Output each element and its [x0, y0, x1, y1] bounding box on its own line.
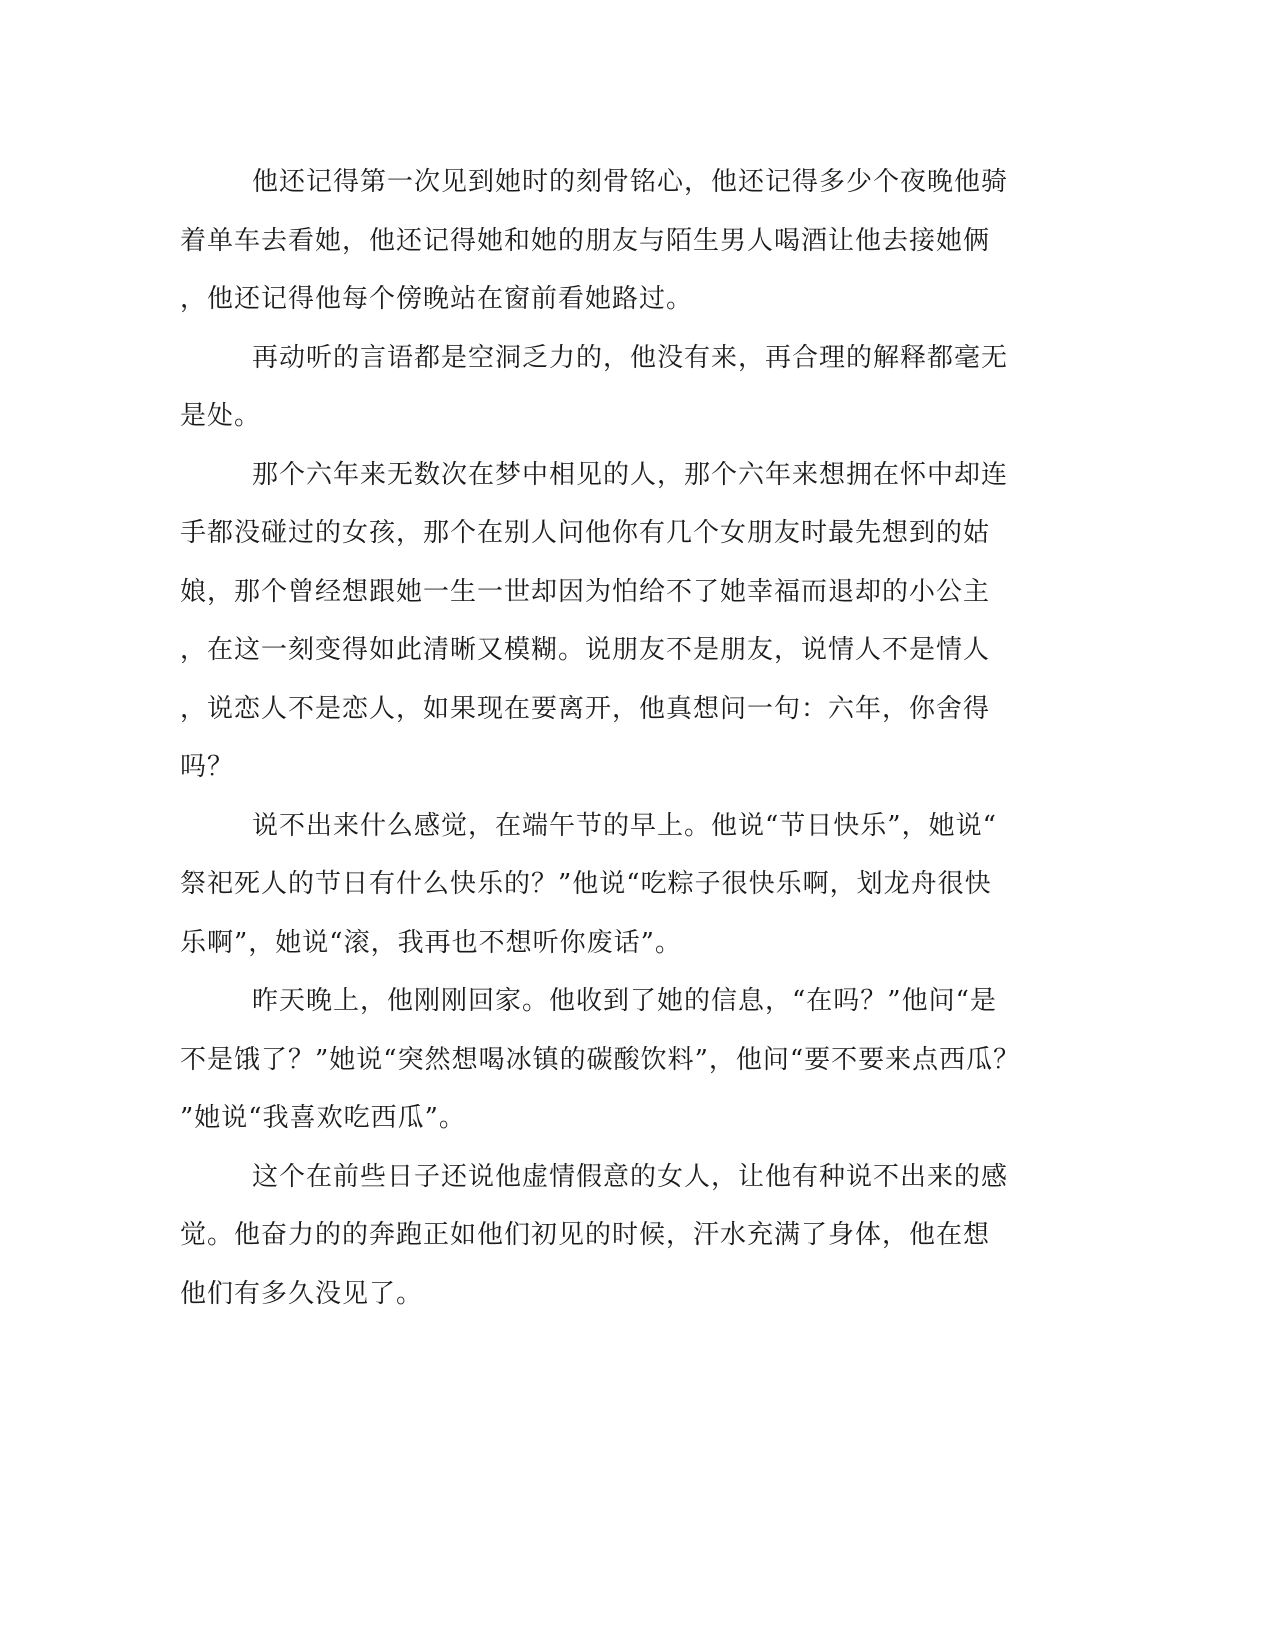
text-line: 说不出来什么感觉，在端午节的早上。他说“节日快乐”，她说“ — [252, 810, 997, 841]
text-line: 他还记得第一次见到她时的刻骨铭心，他还记得多少个夜晚他骑 — [252, 167, 1009, 197]
paragraph-4 — [180, 797, 1030, 973]
text-line: 昨天晚上，他刚刚回家。他收到了她的信息，“在吗？”他问“是 — [252, 986, 997, 1016]
text-line: 是处。 — [180, 401, 262, 431]
text-line: 手都没碰过的女孩，那个在别人问他你有几个女朋友时最先想到的姑 — [180, 518, 991, 548]
text-line: 乐啊”，她说“滚，我再也不想听你废话”。 — [180, 927, 682, 958]
paragraph-5 — [180, 972, 1030, 1148]
body-text — [180, 153, 1030, 1323]
text-line: ，说恋人不是恋人，如果现在要离开，他真想问一句：六年，你舍得 — [180, 693, 991, 724]
text-line: 他们有多久没见了。 — [180, 1278, 424, 1309]
paragraph-6 — [180, 1148, 1030, 1324]
text-line: ”她说“我喜欢吃西瓜”。 — [180, 1103, 466, 1133]
text-line: 这个在前些日子还说他虚情假意的女人，让他有种说不出来的感 — [252, 1161, 1009, 1192]
text-line: 再动听的言语都是空洞乏力的，他没有来，再合理的解释都毫无 — [252, 342, 1009, 373]
text-line: 着单车去看她，他还记得她和她的朋友与陌生男人喝酒让他去接她俩 — [180, 225, 991, 256]
paragraph-2 — [180, 329, 1030, 446]
text-line: 吗？ — [180, 752, 235, 782]
text-line: 觉。他奋力的的奔跑正如他们初见的时候，汗水充满了身体，他在想 — [180, 1220, 991, 1250]
text-line: 那个六年来无数次在梦中相见的人，那个六年来想拥在怀中却连 — [252, 459, 1009, 490]
paragraph-3 — [180, 446, 1030, 797]
paragraph-1 — [180, 153, 1030, 329]
text-line: 祭祀死人的节日有什么快乐的？”他说“吃粽子很快乐啊，划龙舟很快 — [180, 869, 992, 899]
text-line: ，他还记得他每个傍晚站在窗前看她路过。 — [180, 284, 694, 314]
text-line: 不是饿了？”她说“突然想喝冰镇的碳酸饮料”，他问“要不要来点西瓜？ — [180, 1044, 1021, 1075]
text-line: 娘，那个曾经想跟她一生一世却因为怕给不了她幸福而退却的小公主 — [180, 576, 991, 607]
text-line: ，在这一刻变得如此清晰又模糊。说朋友不是朋友，说情人不是情人 — [180, 635, 991, 665]
